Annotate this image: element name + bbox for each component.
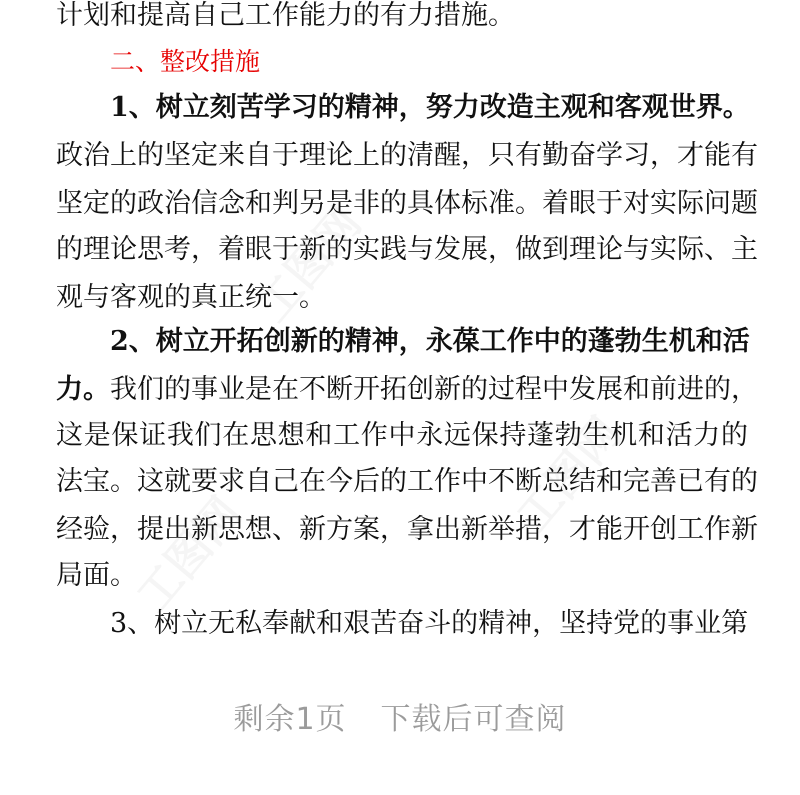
remaining-pages-label: 剩余1页 xyxy=(233,702,347,737)
paragraph-line: 计划和提高自己工作能力的有力措施。 xyxy=(56,0,515,31)
paragraph-line: 经验，提出新思想、新方案，拿出新举措，才能开创工作新 xyxy=(56,514,758,545)
item-heading-2: 2、树立开拓创新的精神，永葆工作中的蓬勃生机和活 xyxy=(110,326,750,357)
item-heading-2-end: 力。 xyxy=(56,374,110,405)
paragraph-line: 政治上的坚定来自于理论上的清醒，只有勤奋学习，才能有 xyxy=(56,140,758,171)
paragraph-line: 的理论思考，着眼于新的实践与发展，做到理论与实际、主 xyxy=(56,234,758,265)
download-prompt[interactable] xyxy=(0,694,800,738)
paragraph-line: 局面。 xyxy=(56,560,137,591)
item-heading-3: 3、树立无私奉献和艰苦奋斗的精神，坚持党的事业第 xyxy=(110,608,749,639)
paragraph-line xyxy=(56,370,758,410)
watermark: 工图网 xyxy=(247,197,372,332)
paragraph-text: 我们的事业是在不断开拓创新的过程中发展和前进的， xyxy=(110,374,758,405)
paragraph-line: 这是保证我们在思想和工作中永远保持蓬勃生机和活力的 xyxy=(56,420,748,451)
section-heading: 二、整改措施 xyxy=(110,47,261,76)
paragraph-line: 法宝。这就要求自己在今后的工作中不断总结和完善已有的 xyxy=(56,466,758,497)
watermark: 工图网 xyxy=(127,487,252,622)
paragraph-line: 坚定的政治信念和判另是非的具体标准。着眼于对实际问题 xyxy=(56,188,758,219)
paragraph-line: 观与客观的真正统一。 xyxy=(56,282,326,313)
watermark: 工图网 xyxy=(507,407,632,542)
item-heading-1: 1、树立刻苦学习的精神，努力改造主观和客观世界。 xyxy=(110,92,750,123)
download-to-view-label: 下载后可查阅 xyxy=(380,702,567,737)
